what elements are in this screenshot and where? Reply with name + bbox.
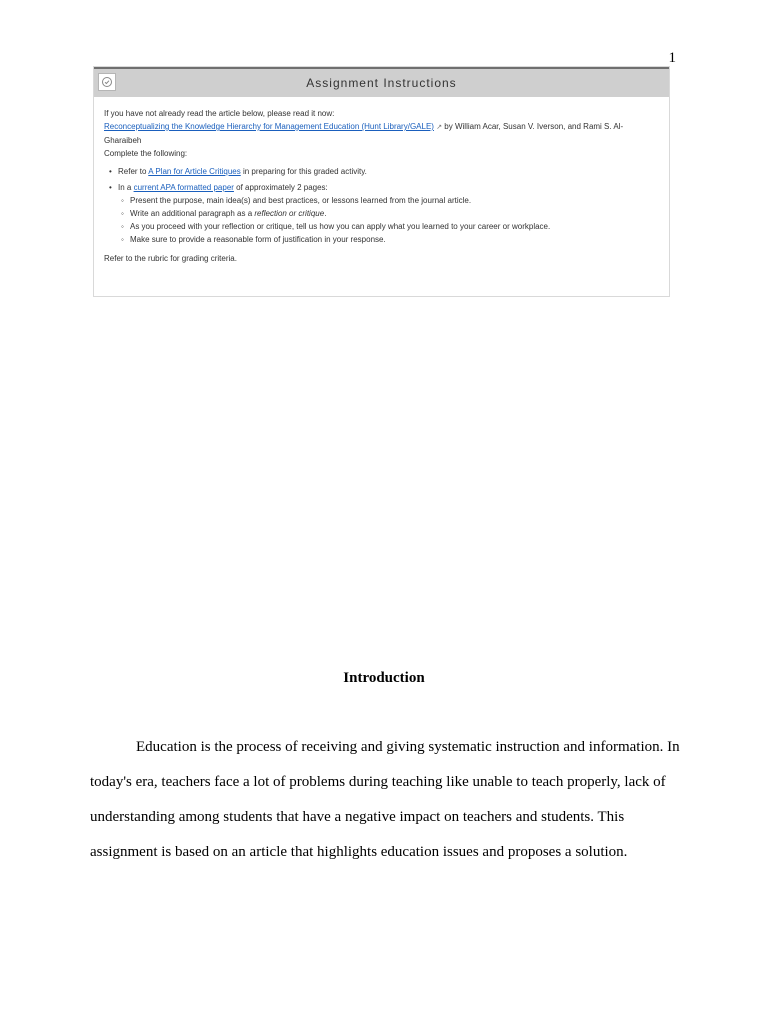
list-item: ◦ As you proceed with your reflection or critique, tell us how you can apply what you learned to your career or workplace.	[130, 220, 659, 233]
article-authors: by William Acar, Susan V. Iverson, and Rami S. Al-Gharaibeh	[104, 122, 624, 145]
page-number: 1	[668, 50, 676, 66]
list-item: ◦ Make sure to provide a reasonable form of justification in your response.	[130, 233, 659, 246]
introduction-body	[90, 730, 680, 870]
assignment-instructions-screenshot	[93, 66, 670, 297]
list-item: ◦ Present the purpose, main idea(s) and best practices, or lessons learned from the journal article.	[130, 194, 659, 207]
sub-text: .	[324, 209, 327, 218]
instruction-list	[104, 165, 659, 246]
list-item	[118, 165, 659, 178]
assignment-body	[94, 97, 669, 265]
apa-paper-link[interactable]: current APA formatted paper	[133, 183, 234, 192]
bullet-text: of approximately 2 pages:	[233, 183, 328, 192]
rubric-note: Refer to the rubric for grading criteria.	[104, 254, 237, 263]
list-item	[118, 181, 659, 246]
article-reference	[104, 120, 659, 147]
assignment-intro: If you have not already read the article below, please read it now:	[104, 109, 335, 118]
list-item	[130, 207, 659, 220]
assignment-title: Assignment Instructions	[306, 76, 457, 90]
article-link[interactable]: Reconceptualizing the Knowledge Hierarchy for Management Education (Hunt Library/GALE)	[104, 122, 434, 131]
bullet-text: Refer to	[118, 167, 149, 176]
article-critique-link[interactable]: A Plan for Article Critiques	[148, 167, 241, 176]
sub-text: Write an additional paragraph as a	[130, 209, 255, 218]
assignment-header	[94, 67, 669, 97]
sub-emphasis: reflection or critique	[254, 209, 325, 218]
complete-label: Complete the following:	[104, 149, 188, 158]
introduction-heading: Introduction	[343, 670, 425, 686]
introduction-paragraph: Education is the process of receiving and giving systematic instruction and information. In today's era, teachers face a lot of problems during teaching like unable to teach properly, lack of understanding among students that have a negative impact on teachers and students. This assignment is based on an article that highlights education issues and proposes a solution.	[90, 739, 680, 860]
bullet-text: In a	[118, 183, 134, 192]
external-link-icon: ↗	[436, 124, 443, 131]
bullet-text: in preparing for this graded activity.	[240, 167, 367, 176]
sub-list	[118, 194, 659, 246]
